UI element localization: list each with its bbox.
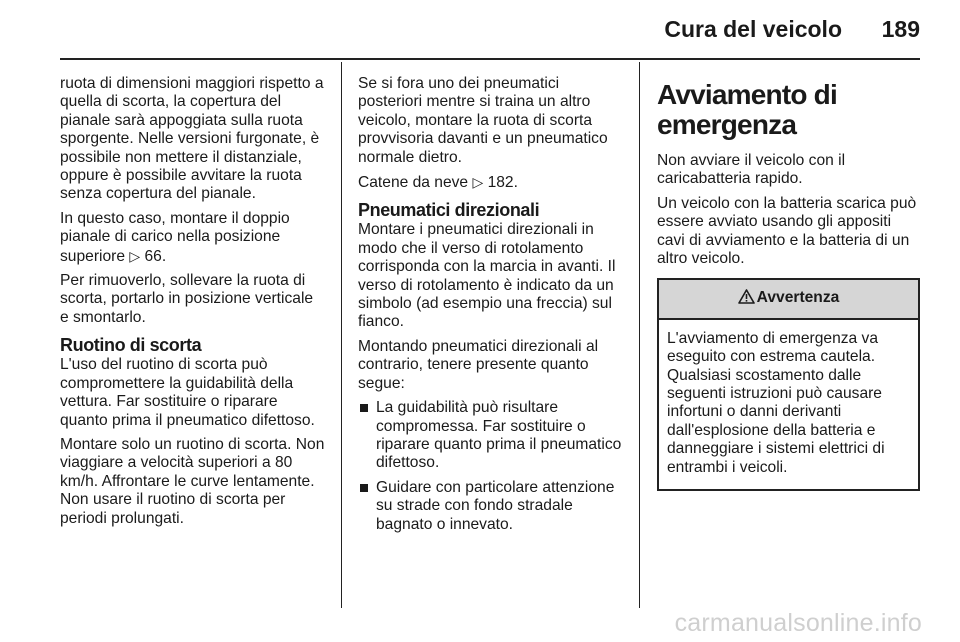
warning-text: L'avviamento di emergenza va eseguito con estrema cautela. Qualsiasi scostamento dalle seguenti istruzioni può causare infortuni o danni derivanti dall'esplosione della batteria e danneggiare i sistemi elettrici di entrambi i veicoli. [667, 329, 885, 476]
paragraph: ruota di dimensioni maggiori rispetto a quella di scorta, la copertura del pianale sarà appoggiata sulla ruota sporgente. Nelle versioni furgonate, è possibile non mettere il distanziale, oppure è possibile avvitare la ruota senza copertura del pianale. [60, 75, 324, 203]
column-1 [60, 75, 326, 534]
paragraph: Montando pneumatici direzionali al contrario, tenere presente quanto segue: [358, 337, 599, 392]
section-heading: Ruotino di scorta [60, 335, 202, 356]
paragraph: Montare i pneumatici direzionali in modo che il verso di rotolamento corrisponda con la marcia in avanti. Il verso di rotolamento è indicato da un simbolo (ad esempio una freccia) sul fianco. [358, 221, 616, 331]
warning-title: Avvertenza [756, 289, 840, 307]
main-heading: Avviamento di emergenza [657, 79, 837, 140]
page-reference: 66. [144, 247, 167, 265]
paragraph [60, 210, 326, 266]
paragraph: L'uso del ruotino di scorta può compromettere la guidabilità della vettura. Far sostituire o riparare quanto prima il pneumatico difettoso. [60, 356, 315, 429]
warning-header [659, 280, 918, 319]
paragraph-text: In questo caso, montare il doppio pianale di carico nella posizione superiore [60, 209, 290, 265]
list-item-text: Guidare con particolare attenzione su strade con fondo stradale bagnato o innevato. [376, 478, 615, 533]
list-item [358, 479, 624, 534]
list-item [358, 399, 624, 473]
list-item-text: La guidabilità può risultare compromessa. Far sostituire o riparare quanto prima il pneumatico difettoso. [376, 399, 622, 472]
paragraph: Per rimuoverlo, sollevare la ruota di scorta, portarlo in posizione verticale e smontarlo. [60, 272, 314, 326]
paragraph: Un veicolo con la batteria scarica può essere avviato usando gli appositi cavi di avviamento e la batteria di un altro veicolo. [657, 194, 917, 268]
paragraph: Montare solo un ruotino di scorta. Non viaggiare a velocità superiori a 80 km/h. Affrontare le curve lentamente. Non usare il ruotino di scorta per periodi prolungati. [60, 435, 325, 527]
section-title: Cura del veicolo [664, 16, 842, 42]
header-divider [60, 58, 920, 60]
paragraph: Se si fora uno dei pneumatici posteriori mentre si traina un altro veicolo, montare la ruota di scorta provvisoria davanti e un pneumatico normale dietro. [358, 75, 608, 166]
column-3 [657, 80, 920, 491]
watermark: carmanualsonline.info [674, 609, 922, 637]
warning-triangle-icon [738, 289, 755, 304]
paragraph [358, 173, 624, 192]
column-2 [358, 75, 624, 540]
section-heading: Pneumatici direzionali [358, 200, 540, 221]
warning-box [657, 278, 920, 491]
paragraph-text: Catene da neve [358, 174, 469, 192]
page-reference: 182. [487, 174, 518, 192]
paragraph: Non avviare il veicolo con il caricabatteria rapido. [657, 152, 846, 188]
page-ref-arrow-icon: ▷ [129, 247, 141, 264]
column-divider-2 [639, 62, 640, 608]
page-header [0, 0, 960, 62]
page-ref-arrow-icon: ▷ [472, 174, 484, 191]
page-number: 189 [881, 16, 920, 42]
bullet-square-icon [360, 484, 368, 492]
column-divider-1 [341, 62, 342, 608]
bullet-square-icon [360, 404, 368, 412]
